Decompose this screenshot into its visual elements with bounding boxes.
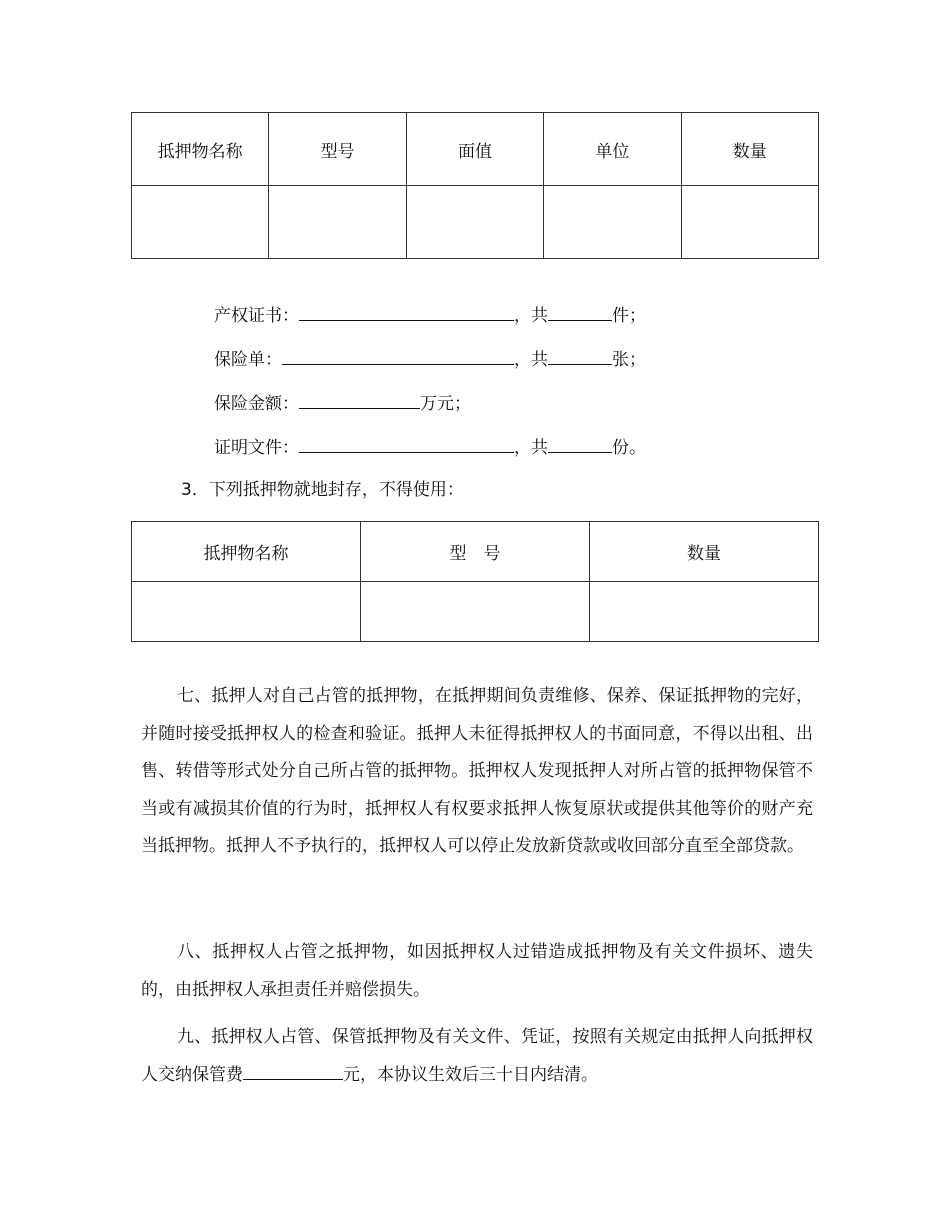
proof-doc-line <box>214 434 646 458</box>
proof-doc-count-blank[interactable] <box>548 434 612 453</box>
table-header-cell: 抵押物名称 <box>132 522 361 582</box>
table-cell[interactable] <box>132 582 361 642</box>
table-header-cell: 数量 <box>681 113 818 186</box>
table-cell[interactable] <box>132 186 269 259</box>
clause-eight: 八、抵押权人占管之抵押物，如因抵押权人过错造成抵押物及有关文件损坏、遗失的，由抵押权人承担责任并赔偿损失。 <box>141 942 813 1000</box>
table-header-cell: 数量 <box>590 522 819 582</box>
item-3-heading: 3．下列抵押物就地封存，不得使用： <box>181 480 464 500</box>
table-header-cell: 型号 <box>269 113 406 186</box>
table-row <box>132 186 819 259</box>
proof-doc-suffix-a: ，共 <box>514 438 548 458</box>
property-cert-suffix-a: ，共 <box>514 306 548 326</box>
insurance-policy-suffix-b: 张； <box>612 350 646 370</box>
clause-nine-text-b: 元，本协议生效后三十日内结清。 <box>343 1064 598 1085</box>
insurance-policy-blank[interactable] <box>282 346 514 365</box>
property-cert-blank[interactable] <box>299 302 514 321</box>
insurance-policy-count-blank[interactable] <box>548 346 612 365</box>
table-cell[interactable] <box>361 582 590 642</box>
table-header-row <box>132 522 819 582</box>
table-cell[interactable] <box>269 186 406 259</box>
insurance-policy-suffix-a: ，共 <box>514 350 548 370</box>
property-cert-line <box>214 302 646 326</box>
clause-seven: 七、抵押人对自己占管的抵押物，在抵押期间负责维修、保养、保证抵押物的完好，并随时接受抵押权人的检查和验证。抵押人未征得抵押权人的书面同意，不得以出租、出售、转借等形式处分自己所占管的抵押物。抵押权人发现抵押人对所占管的抵押物保管不当或有减损其价值的行为时，抵押权人有权要求抵押人恢复原状或提供其他等价的财产充当抵押物。抵押人不予执行的，抵押权人可以停止发放新贷款或收回部分直至全部贷款。 <box>141 686 813 856</box>
insurance-amount-suffix: 万元； <box>420 394 471 414</box>
collateral-table <box>131 112 819 259</box>
proof-doc-blank[interactable] <box>299 434 514 453</box>
table-cell[interactable] <box>544 186 681 259</box>
table-cell[interactable] <box>681 186 818 259</box>
table-cell[interactable] <box>590 582 819 642</box>
insurance-policy-label: 保险单： <box>214 350 282 370</box>
table-cell[interactable] <box>406 186 543 259</box>
proof-doc-suffix-b: 份。 <box>612 438 646 458</box>
table-header-cell: 抵押物名称 <box>132 113 269 186</box>
property-cert-count-blank[interactable] <box>548 302 612 321</box>
property-cert-suffix-b: 件； <box>612 306 646 326</box>
sealed-collateral-table <box>131 521 819 642</box>
proof-doc-label: 证明文件： <box>214 438 299 458</box>
table-header-cell: 单位 <box>544 113 681 186</box>
clause-nine-text-a: 九、抵押权人占管、保管抵押物及有关文件、凭证，按照有关规定由抵押人向抵押权人交纳保管费 <box>141 1027 813 1085</box>
table-header-row <box>132 113 819 186</box>
table-header-cell: 面值 <box>406 113 543 186</box>
insurance-amount-line <box>214 390 471 414</box>
table-header-cell: 型 号 <box>361 522 590 582</box>
insurance-amount-blank[interactable] <box>299 390 420 409</box>
insurance-amount-label: 保险金额： <box>214 394 299 414</box>
insurance-policy-line <box>214 346 646 370</box>
property-cert-label: 产权证书： <box>214 306 299 326</box>
storage-fee-blank[interactable] <box>243 1061 343 1080</box>
table-row <box>132 582 819 642</box>
clause-nine <box>141 1019 813 1094</box>
